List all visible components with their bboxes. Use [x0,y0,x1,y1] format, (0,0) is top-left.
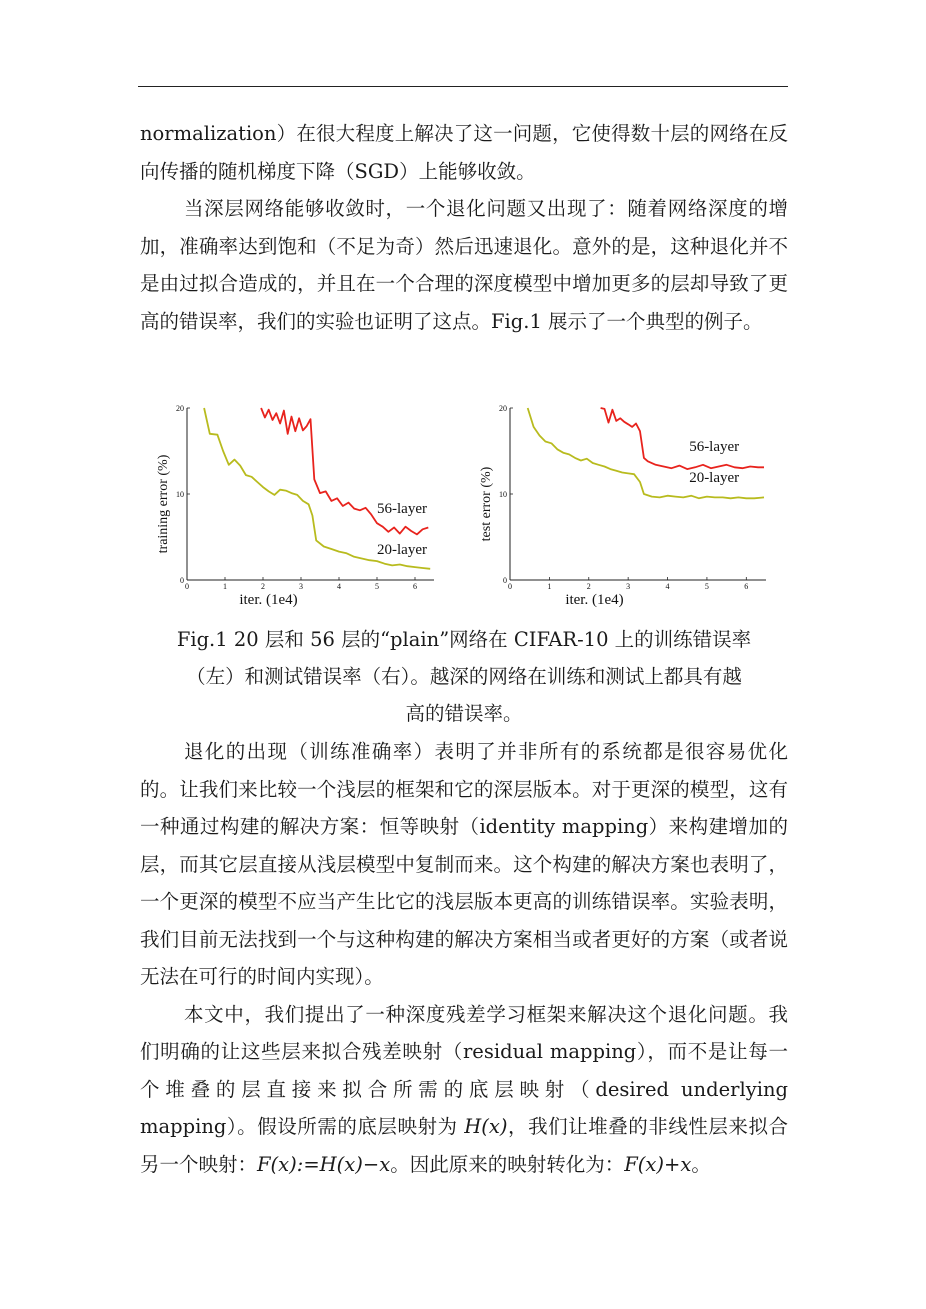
figure-1-charts [150,400,780,615]
paragraph-4 [140,996,788,1184]
figure-caption [140,621,788,732]
training-chart-y-tick-label: 0 [180,576,184,585]
paragraph-3: 退化的出现（训练准确率）表明了并非所有的系统都是很容易优化的。让我们来比较一个浅层的框架和它的深层版本。对于更深的模型，这有一种通过构建的解决方案：恒等映射（identity mapping）来构建增加的层，而其它层直接从浅层模型中复制而来。这个构建的解决方案也表明了，一个更深的模型不应当产生比它的浅层版本更高的训练错误率。实验表明，我们目前无法找到一个与这种构建的解决方案相当或者更好的方案（或者说无法在可行的时间内实现）。 [140,740,788,988]
training-chart-series-20-layer-label: 20-layer [377,542,427,559]
header-rule [138,86,788,87]
paragraph-2: 当深层网络能够收敛时，一个退化问题又出现了：随着网络深度的增加，准确率达到饱和（不足为奇）然后迅速退化。意外的是，这种退化并不是由过拟合造成的，并且在一个合理的深度模型中增加更多的层却导致了更高的错误率，我们的实验也证明了这点。Fig.1 展示了一个典型的例子。 [140,197,788,333]
caption-line-3: 高的错误率。 [405,702,523,725]
paragraph-4-part-3: 。因此原来的映射转化为： [390,1152,625,1176]
test-chart-y-axis-label: test error (%) [479,466,494,542]
test-chart-x-tick-label: 2 [586,582,591,591]
paragraph-4-part-4: 。 [691,1152,711,1176]
caption-line-1: Fig.1 20 层和 56 层的“plain”网络在 CIFAR-10 上的训练错误率 [176,628,752,651]
figure-1 [150,400,780,615]
test-chart-x-tick-label: 5 [704,582,709,591]
test-chart-x-axis-label: iter. (1e4) [565,592,624,608]
test-chart-y-tick-label: 20 [499,404,507,413]
training-chart-x-tick-label: 3 [299,582,303,591]
test-chart-series-20-layer-label: 20-layer [689,469,740,486]
training-chart-x-tick-label: 4 [337,582,341,591]
test-chart-series-56-layer-line [601,408,764,469]
math-fx-plus-x: F(x)+x [624,1152,692,1176]
training-chart-series-56-layer-label: 56-layer [377,500,427,517]
test-chart-series-56-layer-label: 56-layer [689,439,740,455]
paragraph-4-part-1: 本文中，我们提出了一种深度残差学习框架来解决这个退化问题。我们明确的让这些层来拟合残差映射（residual mapping），而不是让每一个堆叠的层直接来拟合所需的底层映射（desired underlying mapping）。假设所需的底层映射为 [140,1002,788,1138]
training-chart-y-axis-label: training error (%) [156,454,171,554]
body-text-top [140,115,788,340]
test-chart-x-tick-label: 0 [508,582,512,591]
training-chart-x-tick-label: 0 [185,582,189,591]
training-chart-y-tick-label: 10 [176,490,184,499]
training-chart-x-tick-label: 1 [223,582,227,591]
math-hx: H(x) [464,1115,508,1138]
training-chart-x-tick-label: 6 [413,582,417,591]
caption-line-2: （左）和测试错误率（右）。越深的网络在训练和测试上都具有越 [186,665,742,688]
training-chart-x-tick-label: 2 [261,582,265,591]
training-chart-y-tick-label: 20 [176,404,184,413]
paragraph-4-part-2: ，我们让堆叠的非线性层来拟合另一个映射： [140,1115,788,1176]
test-chart-x-tick-label: 6 [744,582,749,591]
test-chart-y-tick-label: 10 [499,490,507,499]
test-chart-x-tick-label: 3 [626,582,631,591]
test-chart-x-tick-label: 4 [665,582,670,591]
training-chart-x-tick-label: 5 [375,582,379,591]
test-chart-y-tick-label: 0 [503,576,507,585]
training-chart-x-axis-label: iter. (1e4) [239,592,298,608]
test-chart-x-tick-label: 1 [547,582,552,591]
paragraph-1: normalization）在很大程度上解决了这一问题，它使得数十层的网络在反向传播的随机梯度下降（SGD）上能够收敛。 [140,122,788,183]
math-residual-def: F(x):=H(x)−x [257,1152,391,1176]
body-text-bottom [140,733,788,1183]
